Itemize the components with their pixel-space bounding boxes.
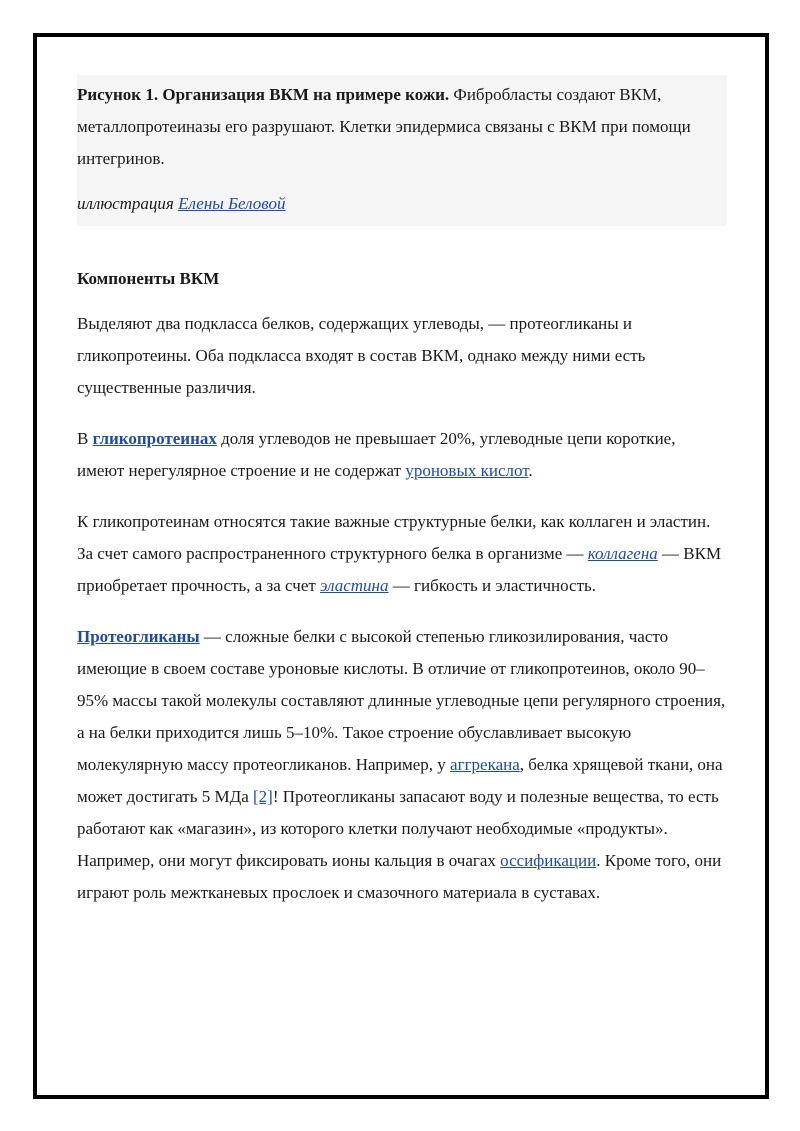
p3-middle: — ВКМ приобретает прочность, а за счет (77, 544, 722, 595)
figure-caption (77, 79, 727, 175)
p2-start: В (77, 429, 93, 448)
collagen-link[interactable]: коллагена (587, 544, 658, 563)
elastin-link[interactable]: эластина (320, 576, 389, 595)
proteoglycans-link[interactable]: Протеогликаны (77, 627, 200, 646)
figure-caption-text: Фибробласты создают ВКМ, металлопротеиназы его разрушают. Клетки эпидермиса связаны с ВКМ при помощи интегринов. (77, 85, 691, 168)
glycoproteins-link[interactable]: гликопротеинах (92, 429, 217, 448)
paragraph-2 (77, 423, 727, 487)
p4-part1: — сложные белки с высокой степенью гликозилирования, часто имеющие в своем составе уроновые кислоты. В отличие от гликопротеинов, около 90–95% массы такой молекулы составляют длинные углеводные цепи регулярного строения, а на белки приходится лишь 5–10%. Такое строение обуславливает высокую молекулярную массу протеогликанов. Например, у (77, 627, 726, 774)
document-content (77, 75, 727, 909)
paragraph-1: Выделяют два подкласса белков, содержащих углеводы, — протеогликаны и гликопротеины. Оба подкласса входят в состав ВКМ, однако между ними есть существенные различия. (77, 314, 646, 397)
p3-start: К гликопротеинам относятся такие важные структурные белки, как коллаген и эластин. За счет самого распространенного структурного белка в организме — (77, 512, 711, 563)
p4-part3: ! Протеогликаны запасают воду и полезные вещества, то есть работают как «магазин», из которого клетки получают необходимые «продукты». Например, они могут фиксировать ионы кальция в очагах (77, 787, 719, 870)
credit-prefix: иллюстрация (77, 194, 179, 213)
paragraph-3 (77, 506, 727, 602)
figure-caption-title: Рисунок 1. Организация ВКМ на примере кожи. (77, 85, 450, 104)
ossification-link[interactable]: оссификации (500, 851, 597, 870)
p4-part2: , белка хрящевой ткани, она может достигать 5 МДа (77, 755, 723, 806)
figure-caption-box (77, 75, 727, 226)
uronic-acids-link[interactable]: уроновых кислот (405, 461, 529, 480)
p2-middle: доля углеводов не превышает 20%, углеводные цепи короткие, имеют нерегулярное строение и не содержат (77, 429, 676, 480)
reference-link[interactable]: [2] (253, 787, 273, 806)
p2-end: . (528, 461, 533, 480)
illustrator-link[interactable]: Елены Беловой (178, 194, 286, 213)
paragraph-4 (77, 621, 727, 909)
p4-part4: . Кроме того, они играют роль межтканевых прослоек и смазочного материала в суставах. (77, 851, 722, 902)
illustration-credit (77, 188, 727, 220)
p3-end: — гибкость и эластичность. (388, 576, 597, 595)
section-heading: Компоненты ВКМ (77, 269, 220, 288)
aggrecan-link[interactable]: аггрекана (450, 755, 520, 774)
page-frame (33, 33, 769, 1099)
